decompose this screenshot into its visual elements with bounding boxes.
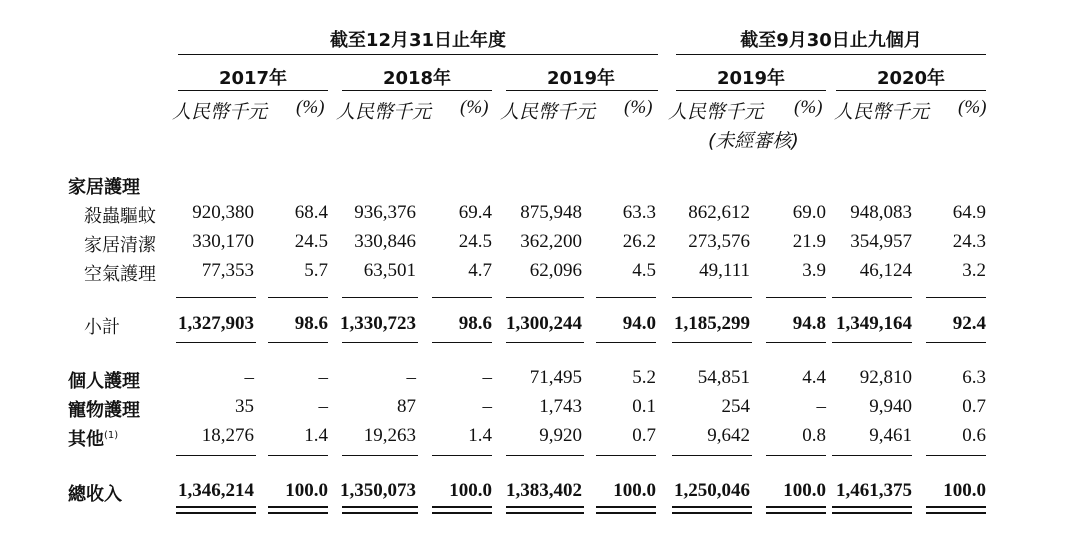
- row-label-air-care: 空氣護理: [84, 264, 156, 285]
- pct-cell: 100.0: [613, 480, 656, 501]
- total-rule: [176, 455, 256, 456]
- pct-cell: 100.0: [943, 480, 986, 501]
- subtotal-rule: [596, 297, 656, 298]
- pct-cell: 69.4: [458, 202, 492, 223]
- subtotal-rule: [832, 297, 912, 298]
- pct-cell: 24.5: [458, 231, 492, 252]
- group-underline-nine-months: [676, 54, 986, 55]
- pct-cell: 94.8: [792, 313, 826, 334]
- total-rule: [432, 455, 492, 456]
- total-double-rule-bottom: [596, 512, 656, 514]
- row-label-subtotal: 小計: [84, 317, 120, 338]
- amount-cell: 354,957: [850, 231, 912, 252]
- year-underline-2019: [506, 90, 658, 91]
- subtotal-underline: [432, 342, 492, 343]
- amount-cell: 9,920: [539, 425, 582, 446]
- pct-cell: 64.9: [952, 202, 986, 223]
- amount-cell: 920,380: [192, 202, 254, 223]
- subtotal-rule: [766, 297, 826, 298]
- amount-cell: 49,111: [699, 260, 750, 281]
- total-double-rule-bottom: [176, 512, 256, 514]
- subtotal-underline: [342, 342, 418, 343]
- pct-cell: 100.0: [285, 480, 328, 501]
- unit-header: 人民幣千元: [500, 101, 596, 123]
- pct-cell: 21.9: [792, 231, 826, 252]
- total-rule: [672, 455, 752, 456]
- pct-cell: 0.7: [632, 425, 656, 446]
- total-double-rule-top: [342, 506, 418, 508]
- pct-header: (%): [958, 97, 987, 118]
- row-label-household-cleaning: 家居清潔: [84, 235, 156, 256]
- group-header-full-year: 截至12月31日止年度: [329, 30, 507, 51]
- row-label-total: 總收入: [68, 484, 122, 505]
- total-double-rule-bottom: [926, 512, 986, 514]
- total-double-rule-bottom: [766, 512, 826, 514]
- total-double-rule-top: [432, 506, 492, 508]
- total-rule: [832, 455, 912, 456]
- pct-cell: 4.5: [632, 260, 656, 281]
- total-double-rule-bottom: [832, 512, 912, 514]
- amount-cell: 1,327,903: [178, 313, 254, 334]
- unaudited-note: (未經審核): [708, 130, 799, 152]
- pct-cell: –: [318, 367, 328, 388]
- year-header-2020-9m: 2020年: [876, 68, 946, 89]
- pct-cell: 4.4: [802, 367, 826, 388]
- pct-cell: 24.5: [294, 231, 328, 252]
- subtotal-rule: [268, 297, 328, 298]
- total-double-rule-top: [926, 506, 986, 508]
- amount-cell: 1,330,723: [340, 313, 416, 334]
- unit-header: 人民幣千元: [834, 101, 930, 123]
- pct-cell: 0.6: [962, 425, 986, 446]
- year-underline-2018: [342, 90, 492, 91]
- total-rule: [926, 455, 986, 456]
- amount-cell: 19,263: [363, 425, 416, 446]
- total-rule: [342, 455, 418, 456]
- total-rule: [268, 455, 328, 456]
- pct-cell: –: [816, 396, 826, 417]
- amount-cell: 362,200: [520, 231, 582, 252]
- subtotal-underline: [672, 342, 752, 343]
- pct-header: (%): [624, 97, 653, 118]
- year-header-2019-9m: 2019年: [716, 68, 786, 89]
- pct-cell: –: [318, 396, 328, 417]
- total-double-rule-top: [176, 506, 256, 508]
- pct-header: (%): [460, 97, 489, 118]
- total-double-rule-top: [766, 506, 826, 508]
- pct-cell: 5.7: [304, 260, 328, 281]
- year-underline-2020-9m: [836, 90, 986, 91]
- total-double-rule-top: [832, 506, 912, 508]
- total-rule: [506, 455, 584, 456]
- pct-cell: 26.2: [622, 231, 656, 252]
- amount-cell: 9,642: [707, 425, 750, 446]
- amount-cell: 1,383,402: [506, 480, 582, 501]
- amount-cell: 1,346,214: [178, 480, 254, 501]
- pct-cell: 1.4: [468, 425, 492, 446]
- pct-header: (%): [296, 97, 325, 118]
- amount-cell: 875,948: [520, 202, 582, 223]
- amount-cell: 948,083: [850, 202, 912, 223]
- pct-cell: 6.3: [962, 367, 986, 388]
- pct-header: (%): [794, 97, 823, 118]
- pct-cell: 0.8: [802, 425, 826, 446]
- total-double-rule-bottom: [268, 512, 328, 514]
- subtotal-underline: [926, 342, 986, 343]
- total-rule: [766, 455, 826, 456]
- unit-header: 人民幣千元: [172, 101, 268, 123]
- amount-cell: 1,300,244: [506, 313, 582, 334]
- subtotal-rule: [506, 297, 584, 298]
- amount-cell: 54,851: [697, 367, 750, 388]
- total-rule: [596, 455, 656, 456]
- pct-cell: 100.0: [449, 480, 492, 501]
- amount-cell: 35: [235, 396, 254, 417]
- subtotal-underline: [832, 342, 912, 343]
- pct-cell: 24.3: [952, 231, 986, 252]
- subtotal-rule: [342, 297, 418, 298]
- amount-cell: 1,349,164: [836, 313, 912, 334]
- subtotal-rule: [432, 297, 492, 298]
- amount-cell: 9,461: [869, 425, 912, 446]
- year-header-2017: 2017年: [218, 68, 288, 89]
- amount-cell: 1,461,375: [836, 480, 912, 501]
- total-double-rule-bottom: [506, 512, 584, 514]
- amount-cell: 63,501: [363, 260, 416, 281]
- pct-cell: 5.2: [632, 367, 656, 388]
- amount-cell: –: [244, 367, 254, 388]
- amount-cell: 1,743: [539, 396, 582, 417]
- pct-cell: 3.2: [962, 260, 986, 281]
- pct-cell: 100.0: [783, 480, 826, 501]
- pct-cell: 68.4: [294, 202, 328, 223]
- subtotal-underline: [506, 342, 584, 343]
- total-double-rule-top: [596, 506, 656, 508]
- group-header-nine-months: 截至9月30日止九個月: [740, 30, 922, 51]
- unit-header: 人民幣千元: [668, 101, 764, 123]
- year-header-2019: 2019年: [546, 68, 616, 89]
- row-label-personal-care: 個人護理: [68, 371, 140, 392]
- amount-cell: 1,250,046: [674, 480, 750, 501]
- amount-cell: 87: [397, 396, 416, 417]
- amount-cell: 862,612: [688, 202, 750, 223]
- pct-cell: 98.6: [458, 313, 492, 334]
- section-home-care: 家居護理: [68, 177, 140, 198]
- subtotal-rule: [176, 297, 256, 298]
- amount-cell: 77,353: [201, 260, 254, 281]
- amount-cell: –: [406, 367, 416, 388]
- total-double-rule-top: [268, 506, 328, 508]
- footnote-marker: (1): [104, 430, 119, 441]
- total-double-rule-bottom: [342, 512, 418, 514]
- pct-cell: 3.9: [802, 260, 826, 281]
- row-label-others: [68, 425, 118, 451]
- year-header-2018: 2018年: [382, 68, 452, 89]
- amount-cell: 273,576: [688, 231, 750, 252]
- subtotal-underline: [268, 342, 328, 343]
- subtotal-underline: [596, 342, 656, 343]
- pct-cell: –: [482, 367, 492, 388]
- pct-cell: 98.6: [294, 313, 328, 334]
- subtotal-underline: [766, 342, 826, 343]
- pct-cell: 69.0: [792, 202, 826, 223]
- total-double-rule-top: [672, 506, 752, 508]
- pct-cell: 0.1: [632, 396, 656, 417]
- year-underline-2017: [178, 90, 328, 91]
- unit-header: 人民幣千元: [336, 101, 432, 123]
- pct-cell: –: [482, 396, 492, 417]
- subtotal-rule: [672, 297, 752, 298]
- total-double-rule-bottom: [432, 512, 492, 514]
- amount-cell: 18,276: [201, 425, 254, 446]
- amount-cell: 330,170: [192, 231, 254, 252]
- amount-cell: 936,376: [354, 202, 416, 223]
- row-label-insecticide: 殺蟲驅蚊: [84, 206, 156, 227]
- pct-cell: 4.7: [468, 260, 492, 281]
- pct-cell: 1.4: [304, 425, 328, 446]
- amount-cell: 9,940: [869, 396, 912, 417]
- subtotal-underline: [176, 342, 256, 343]
- amount-cell: 46,124: [859, 260, 912, 281]
- amount-cell: 330,846: [354, 231, 416, 252]
- pct-cell: 63.3: [622, 202, 656, 223]
- pct-cell: 94.0: [622, 313, 656, 334]
- amount-cell: 254: [721, 396, 750, 417]
- row-label-pet-care: 寵物護理: [68, 400, 140, 421]
- total-double-rule-bottom: [672, 512, 752, 514]
- pct-cell: 92.4: [952, 313, 986, 334]
- amount-cell: 1,350,073: [340, 480, 416, 501]
- subtotal-rule: [926, 297, 986, 298]
- group-underline-full-year: [178, 54, 658, 55]
- amount-cell: 62,096: [529, 260, 582, 281]
- amount-cell: 71,495: [529, 367, 582, 388]
- year-underline-2019-9m: [676, 90, 826, 91]
- total-double-rule-top: [506, 506, 584, 508]
- others-label-text: 其他: [68, 429, 104, 450]
- amount-cell: 1,185,299: [674, 313, 750, 334]
- pct-cell: 0.7: [962, 396, 986, 417]
- amount-cell: 92,810: [859, 367, 912, 388]
